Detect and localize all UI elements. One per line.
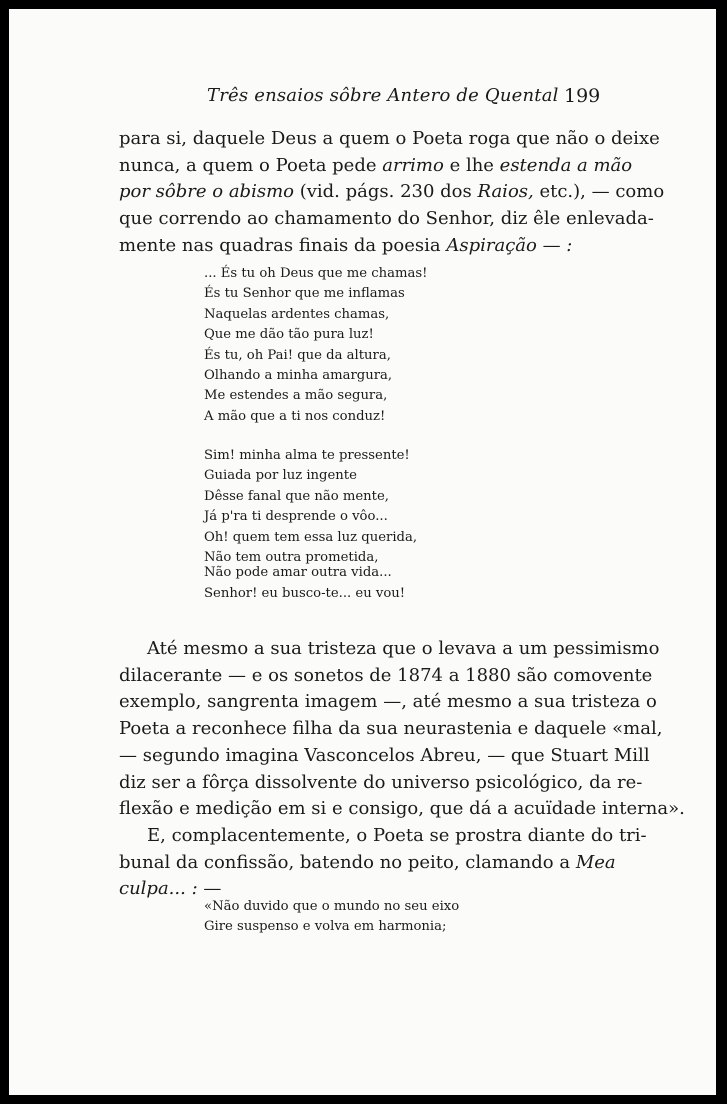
verse-line: A mão que a ti nos conduz! — [204, 408, 386, 424]
verse-line: Sim! minha alma te pressente! — [204, 448, 410, 463]
paragraph-3 — [119, 823, 647, 903]
verse-line: Me estendes a mão segura, — [204, 388, 388, 404]
paragraph-1-line-5: mente nas quadras finais da poesia Aspiração — : — [119, 234, 573, 256]
verse-stanza-1 — [204, 264, 427, 427]
verse-stanza-3 — [204, 897, 459, 938]
verse-line: Não pode amar outra vida... — [204, 565, 392, 581]
verse-line: Guiada por luz ingente — [204, 468, 357, 484]
paragraph-2-line: diz ser a fôrça dissolvente do universo psicológico, da re- — [119, 771, 643, 793]
running-title: Três ensaios sôbre Antero de Quental — [207, 85, 559, 106]
paragraph-2-line: Até mesmo a sua tristeza que o levava a um pessimismo — [147, 638, 660, 659]
verse-line: Oh! quem tem essa luz querida, — [204, 529, 418, 545]
paragraph-1-line-3: por sôbre o abismo (vid. págs. 230 dos Raios, etc.), — como — [119, 181, 665, 203]
paragraph-1-line-1: para si, daquele Deus a quem o Poeta roga que não o deixe — [119, 128, 660, 149]
paragraph-3-line-1: E, complacentemente, o Poeta se prostra diante do tri- — [147, 825, 647, 846]
verse-line: Senhor! eu busco-te... eu vou! — [204, 585, 406, 601]
verse-line: «Não duvido que o mundo no seu eixo — [204, 899, 460, 914]
verse-line: Não tem outra prometida, — [204, 550, 379, 566]
paragraph-1 — [119, 126, 665, 260]
page-number: 199 — [564, 85, 601, 107]
paragraph-2-line: Poeta a reconhece filha da sua neurastenia e daquele «mal, — [119, 718, 663, 740]
page-header — [9, 85, 716, 111]
verse-line: Gire suspenso e volva em harmonia; — [204, 919, 447, 935]
verse-line: Já p'ra ti desprende o vôo... — [204, 509, 388, 525]
verse-line: És tu, oh Pai! que da altura, — [204, 347, 391, 363]
paragraph-1-line-2: nunca, a quem o Poeta pede arrimo e lhe estenda a mão — [119, 154, 633, 176]
paragraph-2-line: dilacerante — e os sonetos de 1874 a 1880 são comovente — [119, 664, 653, 686]
paragraph-1-line-4: que correndo ao chamamento do Senhor, diz êle enlevada- — [119, 208, 654, 230]
verse-line: Dêsse fanal que não mente, — [204, 488, 389, 504]
verse-line: Olhando a minha amargura, — [204, 368, 393, 384]
verse-line: Naquelas ardentes chamas, — [204, 306, 390, 322]
paragraph-3-line-3: culpa... : — — [119, 878, 222, 900]
verse-line: Que me dão tão pura luz! — [204, 327, 374, 343]
verse-stanza-2 — [204, 446, 417, 604]
paragraph-2-line: flexão e medição em si e consigo, que dá a acuïdade interna». — [119, 798, 685, 820]
verse-line: És tu Senhor que me inflamas — [204, 286, 405, 302]
verse-line: ... És tu oh Deus que me chamas! — [204, 266, 428, 281]
book-page — [9, 9, 716, 1095]
paragraph-2-line: — segundo imagina Vasconcelos Abreu, — que Stuart Mill — [119, 744, 650, 766]
paragraph-3-line-2: bunal da confissão, batendo no peito, clamando a Mea — [119, 851, 616, 873]
paragraph-2 — [119, 636, 685, 823]
paragraph-2-line: exemplo, sangrenta imagem —, até mesmo a sua tristeza o — [119, 691, 657, 713]
